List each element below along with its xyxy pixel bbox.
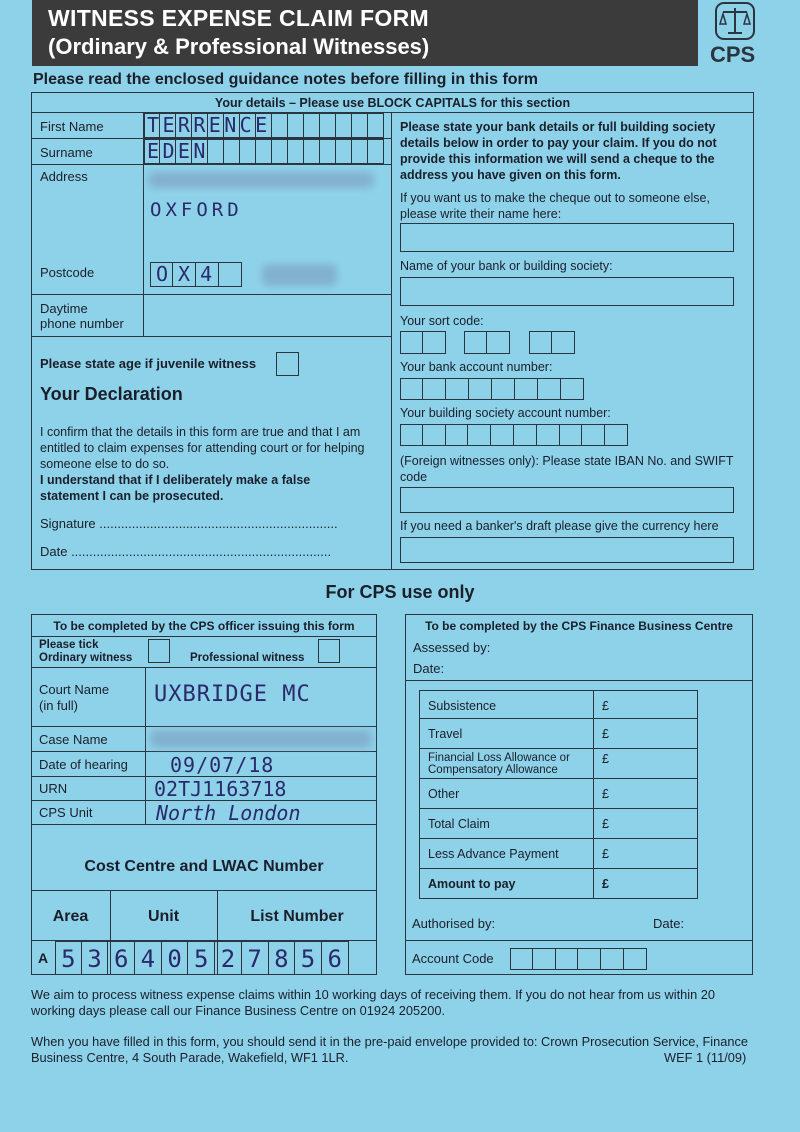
account-code-label: Account Code <box>412 951 494 966</box>
finance-row-label: Subsistence <box>420 691 594 718</box>
list-number-header: List Number <box>250 908 344 925</box>
cheque-name-label: If you want us to make the cheque out to someone else, please write their name here: <box>400 191 710 221</box>
finance-row-amount[interactable]: £ <box>602 699 609 713</box>
juvenile-label: Please state age if juvenile witness <box>40 356 257 371</box>
bank-intro: Please state your bank details or full building society details below in order to pay your claim. If you do not provide this information we will send a cheque to the address you have given on this form. <box>400 120 717 182</box>
draft-currency-label: If you need a banker's draft please give the currency here <box>400 519 719 533</box>
finance-row <box>419 719 698 749</box>
case-name-label: Case Name <box>39 732 108 747</box>
address-value: OXFORD <box>150 199 243 221</box>
redacted-postcode <box>262 264 337 286</box>
cost-centre-title: Cost Centre and LWAC Number <box>84 858 324 875</box>
first-name-label: First Name <box>40 119 104 134</box>
finance-row-label: Less Advance Payment <box>420 839 594 868</box>
hearing-date-value[interactable]: 09/07/18 <box>170 753 275 777</box>
surname-value: EDEN <box>147 139 209 163</box>
unit-header: Unit <box>147 908 180 925</box>
declaration-title: Your Declaration <box>40 384 183 404</box>
building-society-label: Your building society account number: <box>400 406 611 420</box>
lwac-digit-cell[interactable]: 6 <box>108 941 135 975</box>
finance-header: To be completed by the CPS Finance Business Centre <box>425 619 733 633</box>
lwac-digit-cell[interactable]: 5 <box>55 941 82 975</box>
form-title-line1: WITNESS EXPENSE CLAIM FORM <box>48 5 429 31</box>
lwac-digit-cell[interactable]: 5 <box>188 941 215 975</box>
finance-row-amount[interactable]: £ <box>602 787 609 801</box>
form-title-line2: (Ordinary & Professional Witnesses) <box>48 34 430 59</box>
lwac-digit-cell[interactable]: 4 <box>135 941 162 975</box>
finance-row-label: Financial Loss Allowance or Compensatory Allowance <box>420 749 594 778</box>
sort-code-label: Your sort code: <box>400 314 484 328</box>
area-header: Area <box>52 908 89 925</box>
first-name-value: TERRENCE <box>147 113 271 137</box>
finance-row-label: Amount to pay <box>420 869 594 898</box>
professional-witness-checkbox[interactable] <box>318 639 340 663</box>
lwac-digit-cell[interactable]: 5 <box>295 941 322 975</box>
court-name-value[interactable]: UXBRIDGE MC <box>154 682 311 707</box>
finance-row <box>419 779 698 809</box>
lwac-digit-cell[interactable]: 7 <box>242 941 269 975</box>
signature-line[interactable]: Signature .................................................................. <box>40 516 338 531</box>
postcode-label: Postcode <box>40 265 95 280</box>
iban-label: (Foreign witnesses only): Please state IBAN No. and SWIFT code <box>400 454 734 484</box>
urn-label: URN <box>39 781 68 796</box>
sort-code-field-1[interactable] <box>400 331 446 354</box>
phone-label-line2: phone number <box>40 316 124 331</box>
cheque-name-field[interactable] <box>400 223 734 252</box>
finance-row-amount[interactable]: £ <box>602 752 609 766</box>
form-code: WEF 1 (11/09) <box>664 1050 747 1065</box>
account-number-field[interactable] <box>400 378 584 400</box>
finance-row <box>419 869 698 899</box>
lwac-digit-cell[interactable]: 0 <box>162 941 189 975</box>
officer-header: To be completed by the CPS officer issuing this form <box>53 619 355 633</box>
professional-witness-label: Professional witness <box>190 652 305 664</box>
lwac-digit-cell[interactable]: 8 <box>269 941 296 975</box>
tick-label-line2: Ordinary witness <box>39 652 133 664</box>
cps-unit-value[interactable]: North London <box>156 801 301 825</box>
draft-currency-field[interactable] <box>400 537 734 563</box>
court-label-line1: Court Name <box>39 682 110 697</box>
finance-row-amount[interactable]: £ <box>602 817 609 831</box>
juvenile-age-box[interactable] <box>276 352 299 376</box>
finance-row <box>419 690 698 719</box>
hearing-date-label: Date of hearing <box>39 757 128 772</box>
finance-table <box>419 690 698 899</box>
lwac-digit-cell[interactable]: 3 <box>82 941 109 975</box>
cps-use-heading: For CPS use only <box>325 582 475 602</box>
finance-row-amount[interactable]: £ <box>602 877 609 891</box>
surname-label: Surname <box>40 145 93 160</box>
court-label-line2: (in full) <box>39 698 79 713</box>
lwac-digit-cell[interactable]: 6 <box>322 941 349 975</box>
finance-row-amount[interactable]: £ <box>602 727 609 741</box>
assessed-by-label: Assessed by: <box>413 640 491 655</box>
cps-logo-text: CPS <box>710 42 756 67</box>
date-line[interactable]: Date ........................................................................ <box>40 544 332 559</box>
phone-label-line1: Daytime <box>40 301 88 316</box>
ordinary-witness-checkbox[interactable] <box>148 639 170 663</box>
cps-logo <box>706 0 764 70</box>
lwac-digit-cell[interactable]: 2 <box>215 941 242 975</box>
iban-field[interactable] <box>400 487 734 513</box>
finance-row-amount[interactable]: £ <box>602 847 609 861</box>
scales-of-justice-icon <box>715 2 755 40</box>
authorised-by-label: Authorised by: <box>412 916 496 931</box>
return-address-note: When you have filled in this form, you should send it in the pre-paid envelope provided to: Crown Prosecution Service, Finance Business Centre, 4 South Parade, Wakefield, WF1 1LR. <box>31 1034 749 1065</box>
redacted-address-line <box>148 172 374 188</box>
address-label: Address <box>40 169 88 184</box>
tick-label-line1: Please tick <box>39 639 99 651</box>
sort-code-field-3[interactable] <box>529 331 575 354</box>
area-prefix: A <box>38 950 49 966</box>
finance-row <box>419 749 698 779</box>
postcode-value: OX4 <box>156 262 223 286</box>
building-society-field[interactable] <box>400 424 628 446</box>
authorised-date-label: Date: <box>653 916 685 931</box>
lwac-number-grid <box>55 941 349 975</box>
guidance-note: Please read the enclosed guidance notes before filling in this form <box>33 71 538 88</box>
finance-row-label: Travel <box>420 719 594 748</box>
phone-field[interactable] <box>144 295 391 336</box>
finance-row-label: Other <box>420 779 594 808</box>
details-section-header: Your details – Please use BLOCK CAPITALS for this section <box>214 96 571 110</box>
cps-unit-label: CPS Unit <box>39 805 93 820</box>
sort-code-field-2[interactable] <box>464 331 510 354</box>
declaration-warning: I understand that if I deliberately make a false statement I can be prosecuted. <box>40 473 311 503</box>
finance-date-label: Date: <box>413 661 445 676</box>
account-number-label: Your bank account number: <box>400 360 553 374</box>
bank-name-label: Name of your bank or building society: <box>400 259 613 273</box>
processing-note: We aim to process witness expense claims within 10 working days of receiving them. If you do not hear from us within 20 working days please call our Finance Business Centre on 01924 205200. <box>31 987 716 1018</box>
finance-row-label: Total Claim <box>420 809 594 838</box>
account-code-field[interactable] <box>510 948 647 970</box>
declaration-text: I confirm that the details in this form are true and that I am entitled to claim expenses for attending court or for helping someone else to do so. <box>40 425 365 471</box>
urn-value[interactable]: 02TJ1163718 <box>154 777 287 801</box>
bank-name-field[interactable] <box>400 277 734 306</box>
finance-row <box>419 809 698 839</box>
redacted-case-name <box>150 730 372 748</box>
finance-row <box>419 839 698 869</box>
